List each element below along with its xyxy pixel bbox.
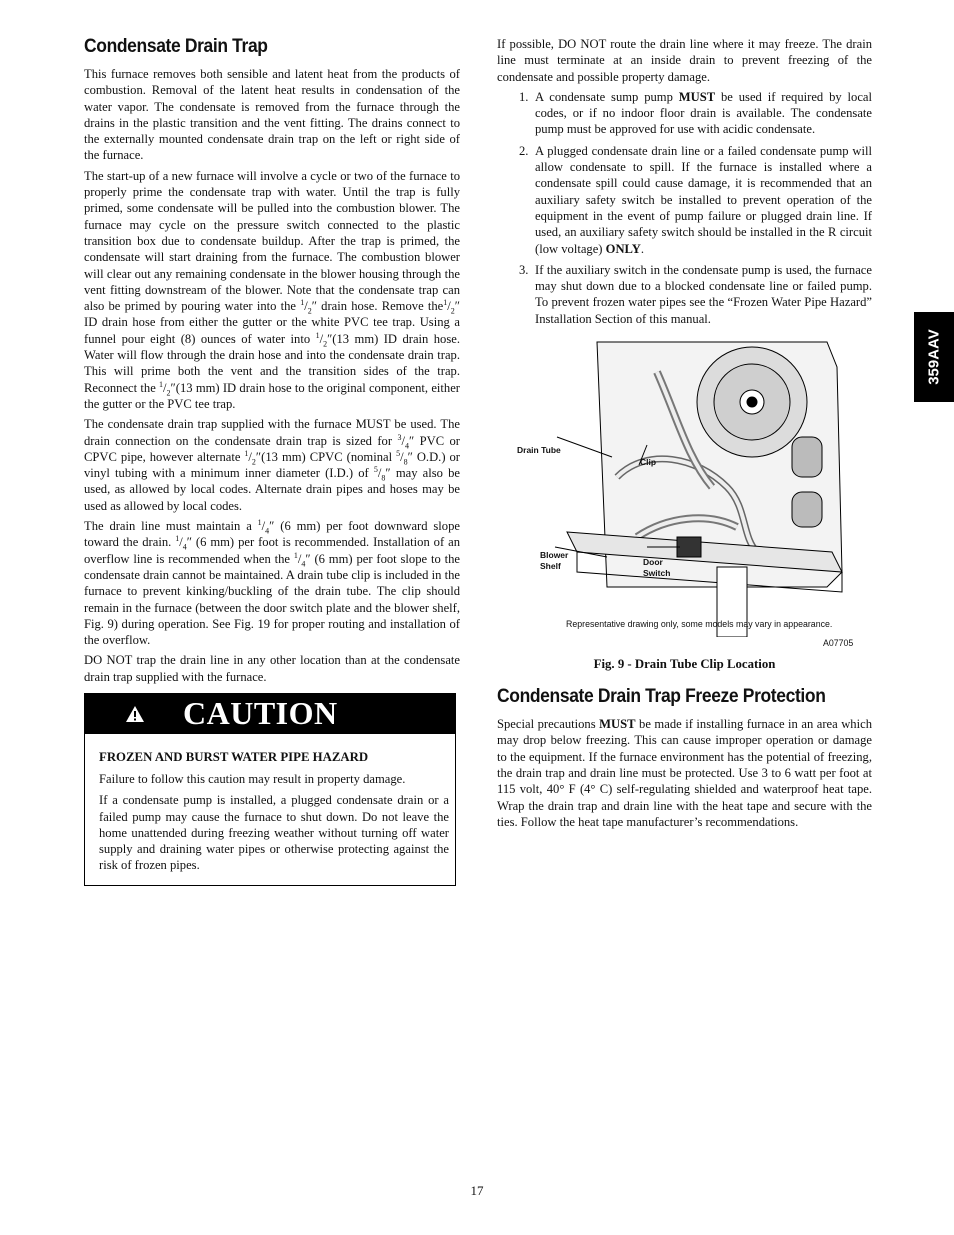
text: ″(13 mm) CPVC (nominal <box>255 449 397 464</box>
paragraph-1 <box>84 66 460 164</box>
frac-den: 2 <box>166 388 171 398</box>
frac-den: 4 <box>301 559 306 569</box>
list-item <box>497 262 872 327</box>
label-drain-tube: Drain Tube <box>517 445 561 456</box>
text: ″ ID drain hose from either the gutter or the white PVC tee trap. Using a funnel pour eight (8) ounces of water into <box>84 299 461 346</box>
caution-line-1: Failure to follow this caution may result in property damage. <box>99 771 406 786</box>
label-clip: Clip <box>640 457 657 468</box>
frac-num: 1 <box>315 330 320 340</box>
hazard-title: FROZEN AND BURST WATER PIPE HAZARD <box>99 749 369 764</box>
caution-banner <box>85 694 455 734</box>
frac-den: 4 <box>404 441 409 451</box>
section-heading-condensate-drain-trap: Condensate Drain Trap <box>84 36 268 57</box>
text: ″ PVC or CPVC pipe, however alternate <box>84 433 460 464</box>
text-bold: ONLY <box>605 241 641 256</box>
list-item <box>497 143 872 257</box>
frac-num: 1 <box>159 379 164 389</box>
paragraph-5 <box>84 652 460 685</box>
frac-den: 8 <box>381 473 386 483</box>
label-switch: Switch <box>643 568 671 579</box>
text: ″ O.D.) or vinyl tubing with a minimum inner diameter (I.D.) of <box>84 449 461 481</box>
text: be used if required by local codes, or if no indoor floor drain is available. The condensate pump must be approved for use with acidic condensate. <box>535 89 872 137</box>
text: ″(13 mm) ID drain hose. Water will flow through the drain hose and into the condensate drain trap. This will prime both the vent and the transition sides of the trap. Reconnect the <box>84 331 460 395</box>
text: A condensate sump pump <box>535 89 679 104</box>
warning-triangle-icon <box>125 705 145 723</box>
steps-list <box>497 89 872 327</box>
text: A plugged condensate drain line or a failed condensate pump will allow condensate to spill. If the furnace is installed where a condensate spill could cause damage, it is recommended that an auxiliary safety switch be installed to prevent operation of the equipment in the event of pump failure or plugged drain line. If used, an auxiliary safety switch should be installed in the R circuit (low voltage) <box>535 143 872 256</box>
frac-den: 2 <box>450 306 455 316</box>
frac-den: 2 <box>251 457 256 467</box>
side-tab-label: 359AAV <box>925 329 943 385</box>
frac-den: 2 <box>307 306 312 316</box>
frac-den: 4 <box>182 542 187 552</box>
intro-paragraph: If possible, DO NOT route the drain line where it may freeze. The drain line must terminate at an inside drain to prevent freezing of the condensate and possible property damage. <box>497 37 872 84</box>
caution-title: CAUTION <box>183 695 338 732</box>
frac-num: 1 <box>257 517 262 527</box>
step-number: 2. <box>519 143 529 158</box>
list-item <box>497 89 872 138</box>
frac-den: 2 <box>323 339 328 349</box>
text-bold: MUST <box>599 717 636 732</box>
text: ″ (6 mm) per foot slope to the condensate drain cannot be maintained. A drain tube clip is included in the furnace to prevent kinking/buckling of the drain tube. The clip should remain in the furnace (between the door switch plate and the blower shelf, Fig. 9) during operation. See Fig. 19 for proper routing and installation of the overflow. <box>84 551 460 648</box>
text: DO NOT trap the drain line in any other location than at the condensate drain trap supplied with the furnace. <box>84 653 460 684</box>
label-door: Door <box>643 557 663 568</box>
paragraph-1-text: This furnace removes both sensible and latent heat from the products of combustion. Removal of the latent heat results in condensation of the water vapor. The condensate is removed from the furnace through the drains in the plastic transition and the vent fitting. The drains connect to the externally mounted condensate drain trap on the left or right side of the furnace. <box>84 67 460 163</box>
freeze-paragraph <box>497 716 872 830</box>
frac-num: 5 <box>396 448 401 458</box>
caution-body <box>85 734 455 885</box>
text: . <box>640 241 645 256</box>
figure-note: Representative drawing only, some models may vary in appearance. <box>566 619 833 630</box>
paragraph-3: The condensate drain trap supplied with the furnace MUST be used. The drain connection on the condensate drain trap is sized for $^3/_4''$ PVC or CPVC pipe, however alternate $^1/_2''(13$ mm) CPVC (nominal $^5/_8''$ O.D.) or vinyl tubing with a minimum inner diameter (I.D.) of $^5/_8''$ may also be used, as allowed by local codes. Alternate drain pipes and hoses may be used as allowed by local codes. <box>84 417 461 513</box>
figure-caption: Fig. 9 - Drain Tube Clip Location <box>593 657 776 672</box>
right-column <box>497 36 872 834</box>
frac-num: 1 <box>443 297 448 307</box>
frac-num: 1 <box>175 534 180 544</box>
frac-num: 3 <box>397 432 402 442</box>
caution-line-2: If a condensate pump is installed, a plugged condensate drain or a failed pump may cause the furnace to shut down. Do not leave the home unattended during freezing weather without turning off water supply and draining water pipes or otherwise protecting against the risk of frozen pipes. <box>99 793 449 873</box>
section-heading-freeze-protection: Condensate Drain Trap Freeze Protection <box>497 686 826 708</box>
step-number: 3. <box>519 262 529 277</box>
label-blower: Blower <box>540 550 569 561</box>
frac-num: 5 <box>373 464 378 474</box>
frac-den: 8 <box>403 457 408 467</box>
text: be made if installing furnace in an area which may drop below freezing. This can cause improper operation or damage to the equipment. If the furnace environment has the potential of freezing, the drain trap and drain line must be protected. Use 3 to 6 watt per foot at 115 volt, 40° F (4° C) self-regulating shielded and waterproof heat tape. Wrap the drain trap and drain line with the heat tape and secure with the ties. Follow the heat tape manufacturer’s recommendations. <box>497 717 872 829</box>
text: ″ (6 mm) per foot is recommended. Installation of an overflow line is recommended when the <box>84 535 460 566</box>
text: The drain line must maintain a <box>84 519 258 534</box>
text: ″ (6 mm) per foot downward slope toward the drain. <box>84 519 460 550</box>
caution-box <box>84 693 456 886</box>
furnace-drawing <box>497 337 872 637</box>
text: The start-up of a new furnace will involve a cycle or two of the furnace to properly prime the condensate trap with water. Until the trap is fully primed, some condensate will be pulled into the combustion blower. The furnace may cycle on the pressure switch connected to the plastic transition box due to condensate buildup. After the trap is primed, the condensate will start draining from the furnace. The combustion blower will clear out any remaining condensate in the blower housing through the vent fitting downstream of the blower. Note that the condensate trap can also be primed by pouring water into the <box>84 168 460 314</box>
left-column <box>84 30 460 886</box>
frac-num: 1 <box>244 448 249 458</box>
frac-num: 1 <box>300 297 305 307</box>
text: The condensate drain trap supplied with the furnace MUST be used. The drain connection on the condensate drain trap is sized for <box>84 417 460 448</box>
figure-9 <box>497 337 872 657</box>
side-tab <box>914 312 954 402</box>
text: Special precautions <box>497 717 600 732</box>
text: If the auxiliary switch in the condensate pump is used, the furnace may shut down due to a blocked condensate line or failed pump. To prevent frozen water pipes see the “Frozen Water Pipe Hazard” Installation Section of this manual. <box>535 262 872 326</box>
frac-den: 4 <box>265 526 270 536</box>
text: ″(13 mm) ID drain hose to the original component, either the gutter or the PVC tee trap. <box>84 380 460 411</box>
text: ″ drain hose. Remove the <box>311 299 444 314</box>
label-shelf: Shelf <box>540 561 561 572</box>
text: ″ may also be used, as allowed by local codes. Alternate drain pipes and hoses may be used as allowed by local codes. <box>84 466 460 513</box>
frac-num: 1 <box>293 550 298 560</box>
paragraph-2: The start-up of a new furnace will involve a cycle or two of the furnace to properly prime the condensate trap with water. Until the trap is fully primed, some condensate will be pulled into the combustion blower. The furnace may cycle on the pressure switch connected to the plastic transition box due to condensate buildup. After the trap is primed, the condensate will start draining from the furnace. The combustion blower will clear out any remaining condensate in the blower housing through the vent fitting downstream of the blower. Note that the condensate trap can also be primed by pouring water into the $^1/_2''$ drain hose. Remove $the^1/_2''$ ID drain hose from either the gutter or the white PVC tee trap. Using a funnel pour eight (8) ounces of water into $^1/_2''(13$ mm) ID drain hose. Water will flow through the drain hose and into the condensate drain trap. This will prime both the vent and the transition sides of the trap. Reconnect the $^1/_2''(13$ mm) ID drain hose to the original component, either the gutter or the PVC tee trap. <box>84 168 461 411</box>
text-bold: MUST <box>678 89 716 104</box>
step-number: 1. <box>519 89 529 104</box>
page-number: 17 <box>470 1183 484 1198</box>
figure-code: A07705 <box>823 638 854 649</box>
paragraph-4: The drain line must maintain a $^1/_4''$ (6 mm) per foot downward slope toward the drain. $^1/_4''$ (6 mm) per foot is recommended. Installation of an overflow line is recommended when the $^1/_4''$ (6 mm) per foot slope to the condensate drain cannot be maintained. A drain tube clip is included in the furnace to prevent kinking/buckling of the drain tube. The clip should remain in the furnace (between the door switch plate and the blower shelf, Fig. 9) during operation. See Fig. 19 for proper routing and installation of the overflow. <box>84 517 460 648</box>
